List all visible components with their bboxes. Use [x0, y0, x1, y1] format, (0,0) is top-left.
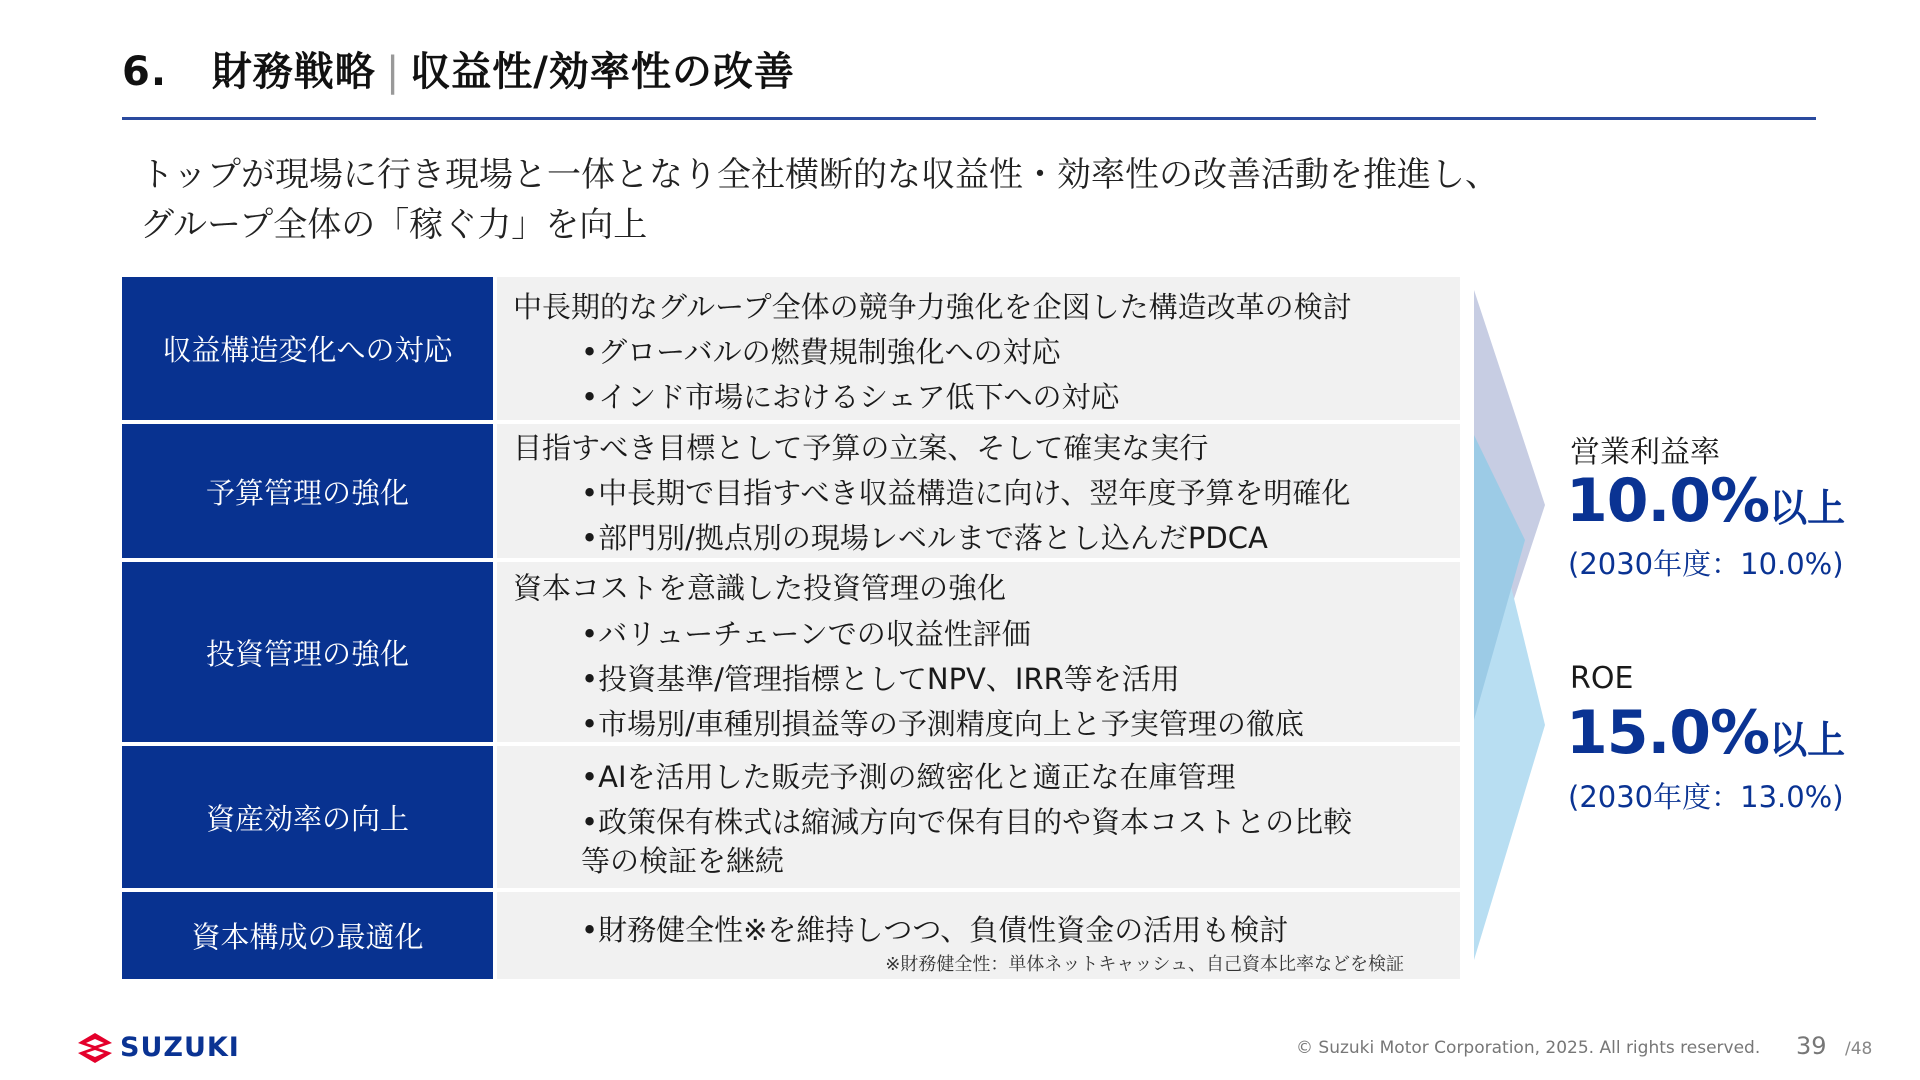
title-main: 財務戦略 — [211, 49, 376, 95]
row-content-investment — [497, 562, 1460, 742]
row-content-revenue-structure — [497, 277, 1460, 420]
title-underline — [122, 117, 1816, 120]
row-bullet: •財務健全性※を維持しつつ、負債性資金の活用も検討 — [581, 913, 1289, 947]
title-sub: 収益性/効率性の改善 — [410, 49, 795, 95]
row-bullet: •政策保有株式は縮減方向で保有目的や資本コストとの比較 — [581, 805, 1353, 839]
row-bullet: •市場別/車種別損益等の予測精度向上と予実管理の徹底 — [581, 707, 1304, 741]
row-bullet: •インド市場におけるシェア低下への対応 — [581, 380, 1120, 414]
row-bullet: 等の検証を継続 — [581, 844, 785, 878]
lead-line-1: トップが現場に行き現場と一体となり全社横断的な収益性・効率性の改善活動を推進し、 — [140, 155, 1499, 195]
kpi-sub-roe: (2030年度：13.0%) — [1568, 780, 1844, 814]
row-label-asset-efficiency: 資産効率の向上 — [122, 746, 493, 888]
copyright: © Suzuki Motor Corporation, 2025. All rights reserved. — [1296, 1038, 1761, 1058]
row-bullet: •グローバルの燃費規制強化への対応 — [581, 335, 1061, 369]
row-bullet: •投資基準/管理指標としてNPV、IRR等を活用 — [581, 662, 1180, 696]
page-title — [122, 40, 795, 97]
row-content-capital-structure — [497, 892, 1460, 979]
row-bullet: •AIを活用した販売予測の緻密化と適正な在庫管理 — [581, 760, 1236, 794]
section-number: 6. — [122, 49, 168, 95]
kpi-value-operating-margin — [1566, 466, 1845, 536]
lead-line-2: グループ全体の「稼ぐ力」を向上 — [140, 205, 648, 245]
title-separator: | — [385, 49, 401, 95]
kpi-number: 15.0% — [1566, 698, 1770, 768]
row-label-budget: 予算管理の強化 — [122, 424, 493, 558]
suzuki-logo — [78, 1032, 240, 1063]
row-label-revenue-structure: 収益構造変化への対応 — [122, 277, 493, 420]
row-head: 目指すべき目標として予算の立案、そして確実な実行 — [513, 431, 1209, 465]
kpi-sub-operating-margin: (2030年度：10.0%) — [1568, 547, 1844, 581]
row-bullet: •部門別/拠点別の現場レベルまで落とし込んだPDCA — [581, 521, 1268, 555]
page-total: /48 — [1845, 1039, 1873, 1059]
lead-text — [140, 150, 1499, 250]
kpi-label-operating-margin: 営業利益率 — [1570, 435, 1720, 470]
page-number: 39 — [1796, 1032, 1827, 1060]
row-label-investment: 投資管理の強化 — [122, 562, 493, 742]
row-label-capital-structure: 資本構成の最適化 — [122, 892, 493, 979]
row-bullet: •バリューチェーンでの収益性評価 — [581, 617, 1031, 651]
row-content-budget — [497, 424, 1460, 558]
brand-wordmark: SUZUKI — [120, 1032, 240, 1063]
kpi-label-roe: ROE — [1570, 661, 1634, 696]
chevron-arrows — [1470, 285, 1550, 965]
row-head: 中長期的なグループ全体の競争力強化を企図した構造改革の検討 — [513, 290, 1352, 324]
kpi-value-roe — [1566, 698, 1845, 768]
row-head: 資本コストを意識した投資管理の強化 — [513, 571, 1007, 605]
row-bullet: •中長期で目指すべき収益構造に向け、翌年度予算を明確化 — [581, 476, 1351, 510]
suzuki-s-mark-icon — [78, 1033, 112, 1063]
kpi-number: 10.0% — [1566, 466, 1770, 536]
row-content-asset-efficiency — [497, 746, 1460, 888]
kpi-suffix: 以上 — [1769, 486, 1846, 530]
kpi-suffix: 以上 — [1769, 718, 1846, 762]
footnote: ※財務健全性：単体ネットキャッシュ、自己資本比率などを検証 — [885, 954, 1404, 975]
